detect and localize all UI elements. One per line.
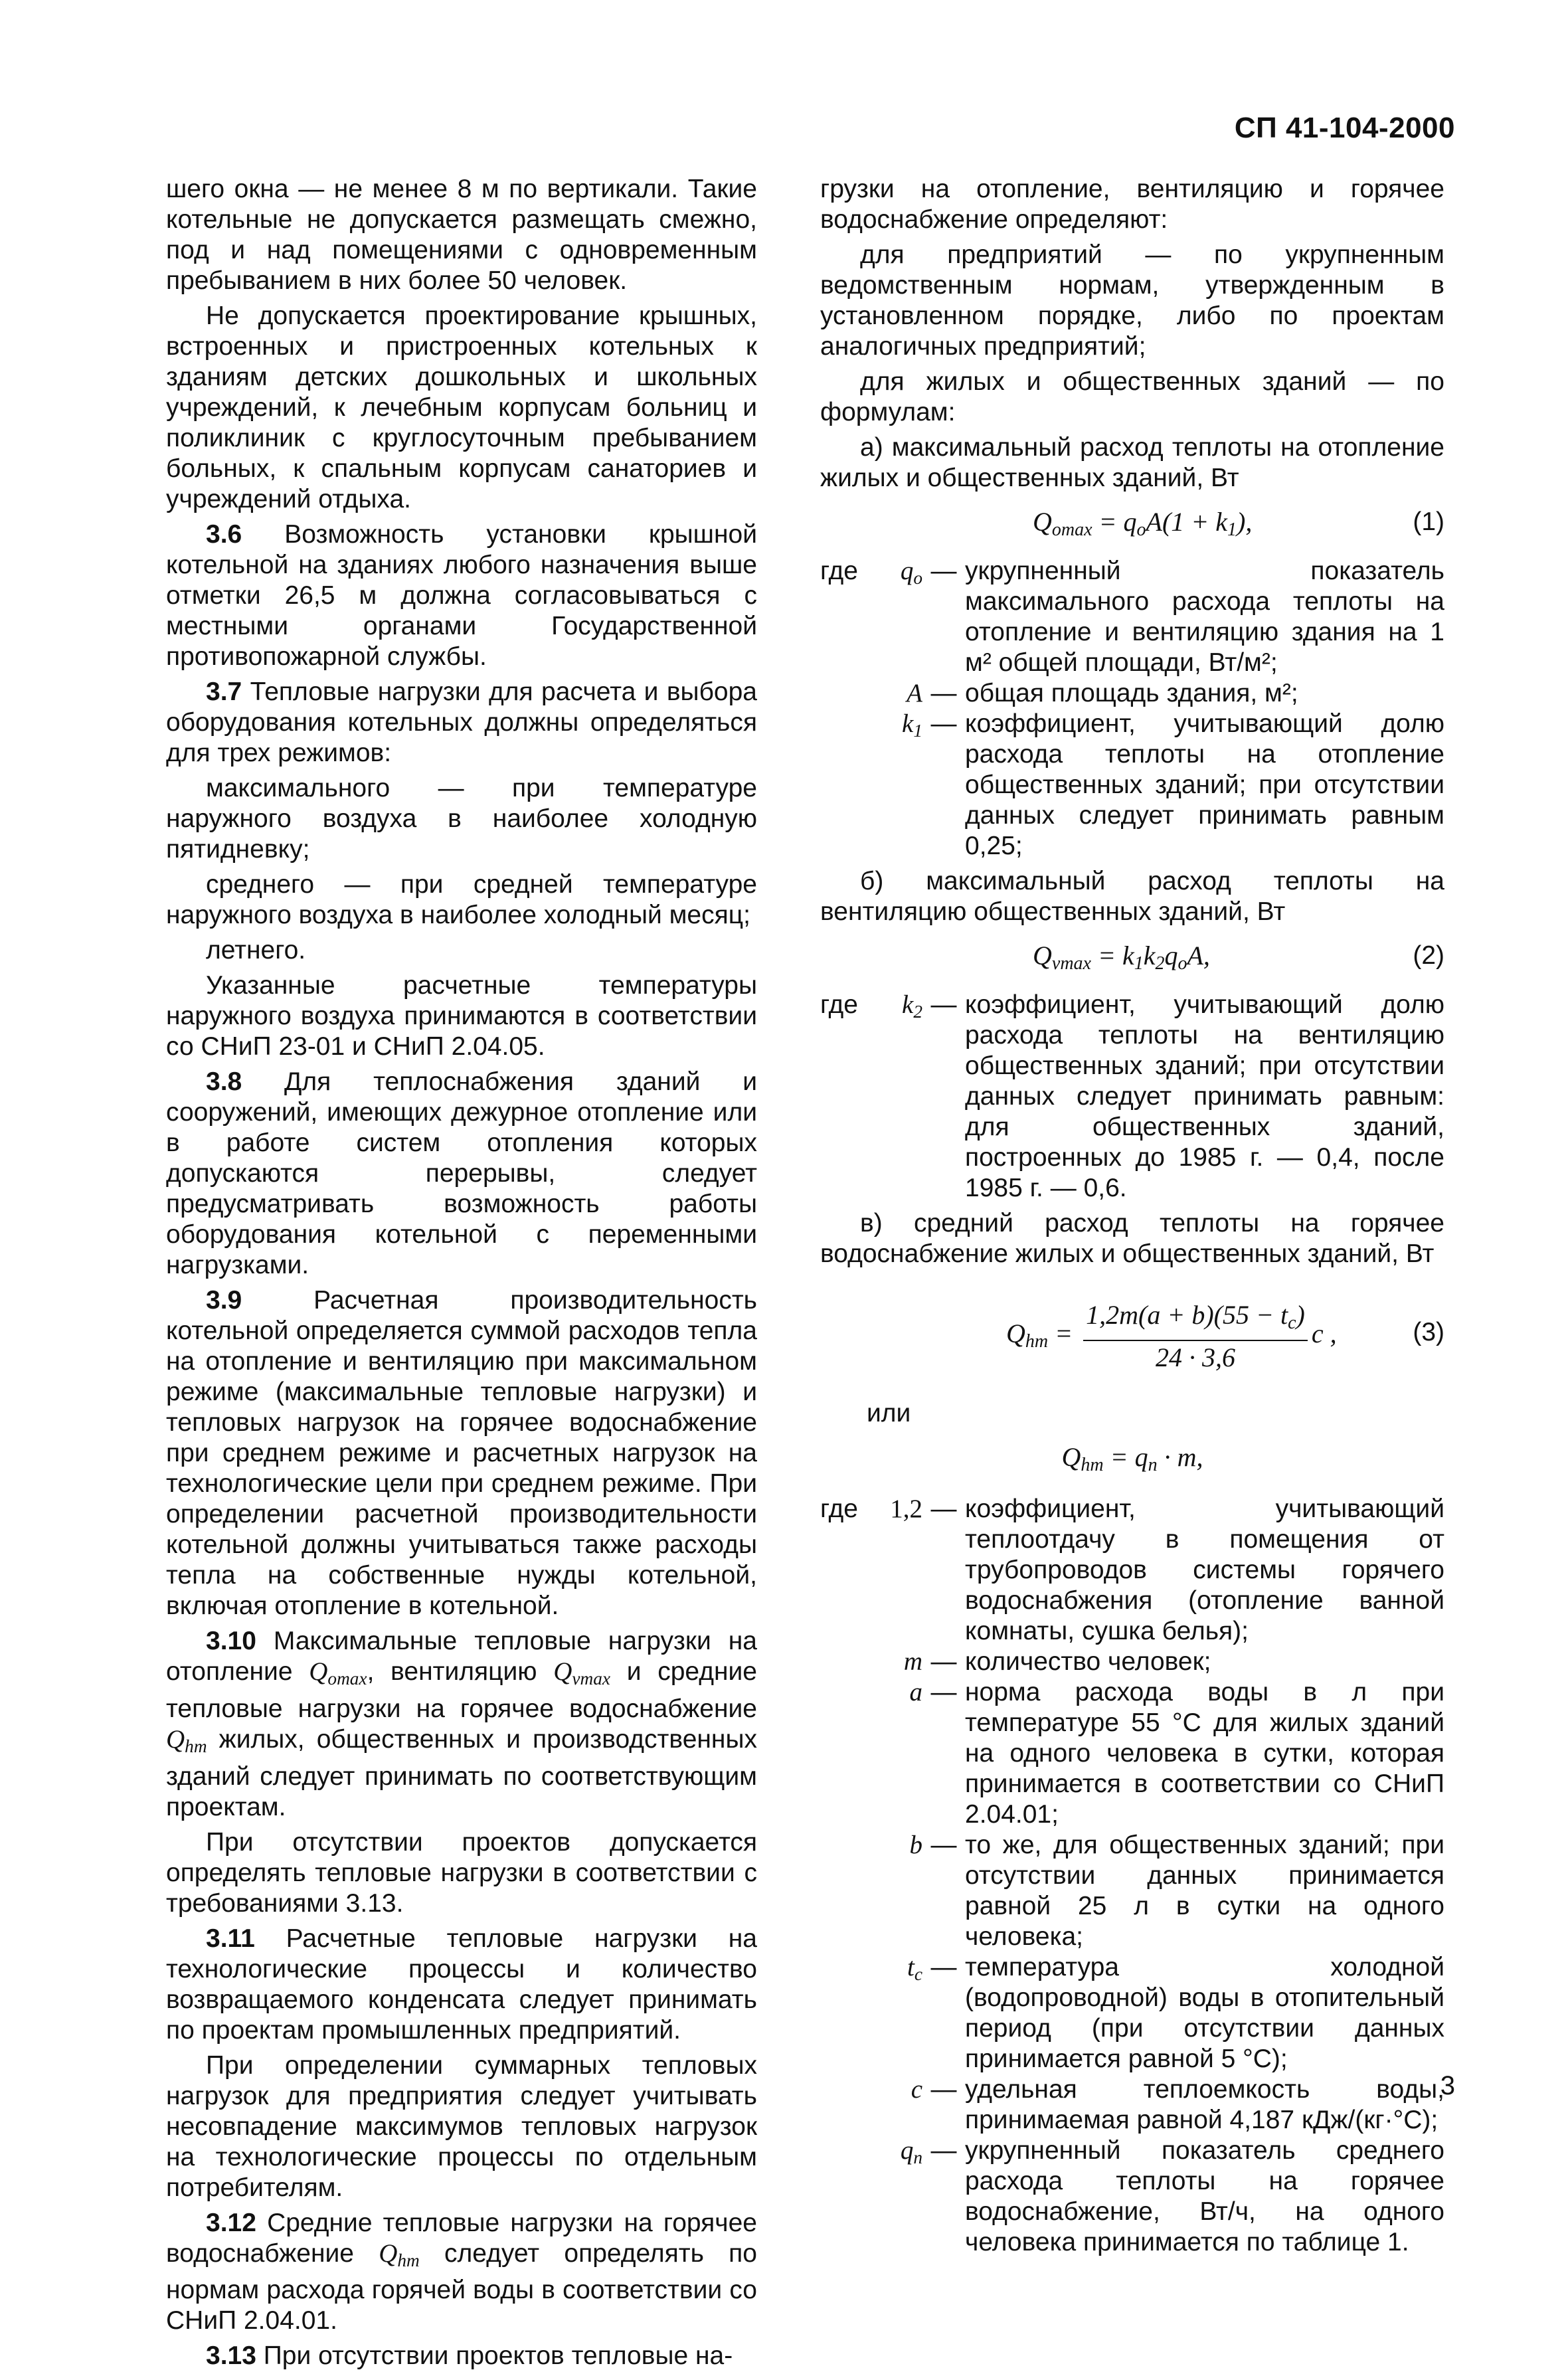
paragraph: Не допускается проектирование крышных, встроенных и пристроенных котельных к зданиям детских дошкольных и школьных учреждений, к лечебным корпусам больниц и поликлиник с круглосуточным пребыванием больных, к спальным корпусам санаториев и учреждений отдыха.: [166, 302, 757, 513]
clause-number: 3.10: [206, 1627, 256, 1655]
paragraph: грузки на отопление, вентиляцию и горячее водоснабжение определяют:: [820, 175, 1444, 234]
definition-k1: $k_1$ — коэффициент, учитывающий долю расхода теплоты на отопление общественных зданий; при отсутствии данных следует принимать равным 0,25;: [902, 709, 1444, 860]
formula-3-body: $Q_{hm}$ = $\frac{1,2m(a + b)(55 - t_c)}{24 \cdot 3,6}$ c ,: [1006, 1300, 1337, 1372]
paragraph: шего окна — не менее 8 м по вертикали. Такие котельные не допускается размещать смежно, под и над помещениями с одновременным пребыванием в них более 50 человек.: [166, 175, 757, 295]
formula-3: [820, 1296, 1444, 1376]
clause-3-11: [166, 1924, 757, 2046]
definition-k2: где $k_2$ — коэффициент, учитывающий долю расхода теплоты на вентиляцию общественных зданий; при отсутствии данных следует принимать равным: для общественных зданий, построенных до 1985 г. — 0,4, после 1985 г. — 0,6.: [820, 990, 1444, 1202]
or-label: или: [867, 1399, 911, 1427]
clause-3-6: [166, 519, 757, 672]
symbol-q-hm: $Q_{hm}$: [166, 1724, 207, 1756]
clause-text: Расчетные тепловые нагрузки на технологические процессы и количество возвращаемого конденсата следует принимать по проектам промышленных предприятий.: [166, 1924, 757, 2045]
definition-A: A — общая площадь здания, м²;: [907, 679, 1298, 707]
mode-maximum: максимального — при температуре наружного воздуха в наиболее холодную пятидневку;: [166, 774, 757, 864]
clause-3-13: [166, 2341, 757, 2371]
fraction: $\frac{1,2m(a + b)(55 - t_c)}{24 \cdot 3,6}$: [1083, 1300, 1308, 1373]
formula-3-alt: $Q_{hm} = q_n \cdot m$,: [1061, 1442, 1203, 1475]
definition-a: a — норма расхода воды в л при температуре 55 °С для жилых зданий на одного человека в сутки, которая принимается в соответствии со СНиП 2.04.01;: [909, 1678, 1444, 1829]
mode-summer: летнего.: [206, 936, 306, 964]
clause-number: 3.7: [206, 678, 242, 706]
document-code: СП 41-104-2000: [1234, 112, 1455, 144]
definition-c: c — удельная теплоемкость воды, принимаемая равной 4,187 кДж/(кг·°С);: [911, 2075, 1444, 2134]
definition-qn: $q_n$ — укрупненный показатель среднего расхода теплоты на горячее водоснабжение, Вт/ч, на одного человека принимается по таблице 1.: [900, 2136, 1444, 2256]
formula-number: (3): [1413, 1318, 1444, 1346]
clause-number: 3.11: [206, 1924, 255, 1953]
right-column: [820, 174, 1444, 2262]
clause-text: При отсутствии проектов тепловые на-: [256, 2341, 733, 2371]
clause-3-9: [166, 1285, 757, 1621]
symbol-q-vmax: $Q_{vmax}$: [553, 1657, 610, 1689]
formula-1: [820, 504, 1444, 544]
symbol-q-omax: $Q_{omax}$: [309, 1657, 367, 1689]
item-b: б) максимальный расход теплоты на вентиляцию общественных зданий, Вт: [820, 867, 1444, 926]
formula-1-body: $Q_{omax} = q_oA(1 + k_1)$,: [1033, 507, 1253, 540]
item-a: а) максимальный расход теплоты на отопление жилых и общественных зданий, Вт: [820, 433, 1444, 492]
left-column: [166, 174, 757, 2376]
clause-text: Возможность установки крышной котельной на зданиях любого назначения выше отметки 26,5 м должна согласовываться с местными органами Государственной противопожарной службы.: [166, 520, 757, 671]
paragraph: При отсутствии проектов допускается определять тепловые нагрузки в соответствии с требованиями 3.13.: [166, 1827, 757, 1918]
paragraph: При определении суммарных тепловых нагрузок для предприятия следует учитывать несовпадение максимумов тепловых нагрузок на технологические процессы по отдельным потребителям.: [166, 2051, 757, 2202]
clause-text: Для теплоснабжения зданий и сооружений, имеющих дежурное отопление или в работе систем отопления которых допускаются перерывы, следует предусматривать возможность работы оборудования котельной с переменными нагрузками.: [166, 1067, 757, 1279]
clause-text: Расчетная производительность котельной определяется суммой расходов тепла на отопление и вентиляцию при максимальном режиме (максимальные тепловые нагрузки) и тепловых нагрузок на горячее водоснабжение при среднем режиме и расчетных нагрузок на технологические цели при среднем режиме. При определении расчетной производительности котельной должны учитываться также расходы тепла на собственные нужды котельной, включая отопление в котельной.: [166, 1286, 757, 1620]
clause-3-7: [166, 677, 757, 769]
definition-tc: $t_c$ — температура холодной (водопроводной) воды в отопительный период (при отсутствии данных принимается равной 5 °С);: [907, 1953, 1444, 2073]
clause-3-12: 3.12 Средние тепловые нагрузки на горячее водоснабжение $Q_{hm}$ следует определять по нормам расхода горячей воды в соответствии со СНиП 2.04.01.: [166, 2208, 757, 2335]
formula-2: [820, 938, 1444, 978]
clause-number: 3.8: [206, 1067, 242, 1096]
definition-b: b — то же, для общественных зданий; при отсутствии данных принимается равной 25 л в сутки на одного человека;: [909, 1831, 1444, 1951]
clause-3-10: 3.10 Максимальные тепловые нагрузки на отопление $Q_{omax}$, вентиляцию $Q_{vmax}$ и средние тепловые нагрузки на горячее водоснабжение $Q_{hm}$ жилых, общественных и производственных зданий следует принимать по соответствующим проектам.: [166, 1627, 757, 1821]
clause-number: 3.13: [206, 2341, 256, 2371]
definitions-formula-2: [820, 990, 1444, 1204]
definitions-formula-1: [820, 556, 1444, 862]
item-c: в) средний расход теплоты на горячее водоснабжение жилых и общественных зданий, Вт: [820, 1209, 1444, 1268]
mode-average: среднего — при средней температуре наружного воздуха в наиболее холодный месяц;: [166, 870, 757, 929]
clause-number: 3.12: [206, 2208, 256, 2237]
paragraph: Указанные расчетные температуры наружного воздуха принимаются в соответствии со СНиП 23-01 и СНиП 2.04.05.: [166, 971, 757, 1061]
definition-m: m — количество человек;: [903, 1647, 1211, 1676]
page-number: 3: [1440, 2071, 1455, 2100]
clause-text: Тепловые нагрузки для расчета и выбора оборудования котельных должны определяться для трех режимов:: [166, 678, 757, 767]
clause-3-8: [166, 1067, 757, 1281]
formula-number: (2): [1413, 941, 1444, 970]
formula-2-body: $Q_{vmax} = k_1k_2q_oA$,: [1033, 941, 1210, 974]
clause-number: 3.9: [206, 1286, 242, 1315]
paragraph: для предприятий — по укрупненным ведомственным нормам, утвержденным в установленном порядке, либо по проектам аналогичных предприятий;: [820, 240, 1444, 361]
definition-qo: где $q_o$ — укрупненный показатель максимального расхода теплоты на отопление и вентиляцию здания на 1 м² общей площади, Вт/м²;: [820, 557, 1444, 677]
definitions-formula-3: [820, 1494, 1444, 2258]
symbol-q-hm: $Q_{hm}$: [379, 2239, 420, 2270]
paragraph: для жилых и общественных зданий — по формулам:: [820, 367, 1444, 426]
formula-number: (1): [1413, 507, 1444, 536]
definition-1-2: где 1,2 — коэффициент, учитывающий теплоотдачу в помещения от трубопроводов системы горячего водоснабжения (отопление ванной комнаты, сушка белья);: [820, 1495, 1444, 1645]
clause-number: 3.6: [206, 520, 242, 549]
